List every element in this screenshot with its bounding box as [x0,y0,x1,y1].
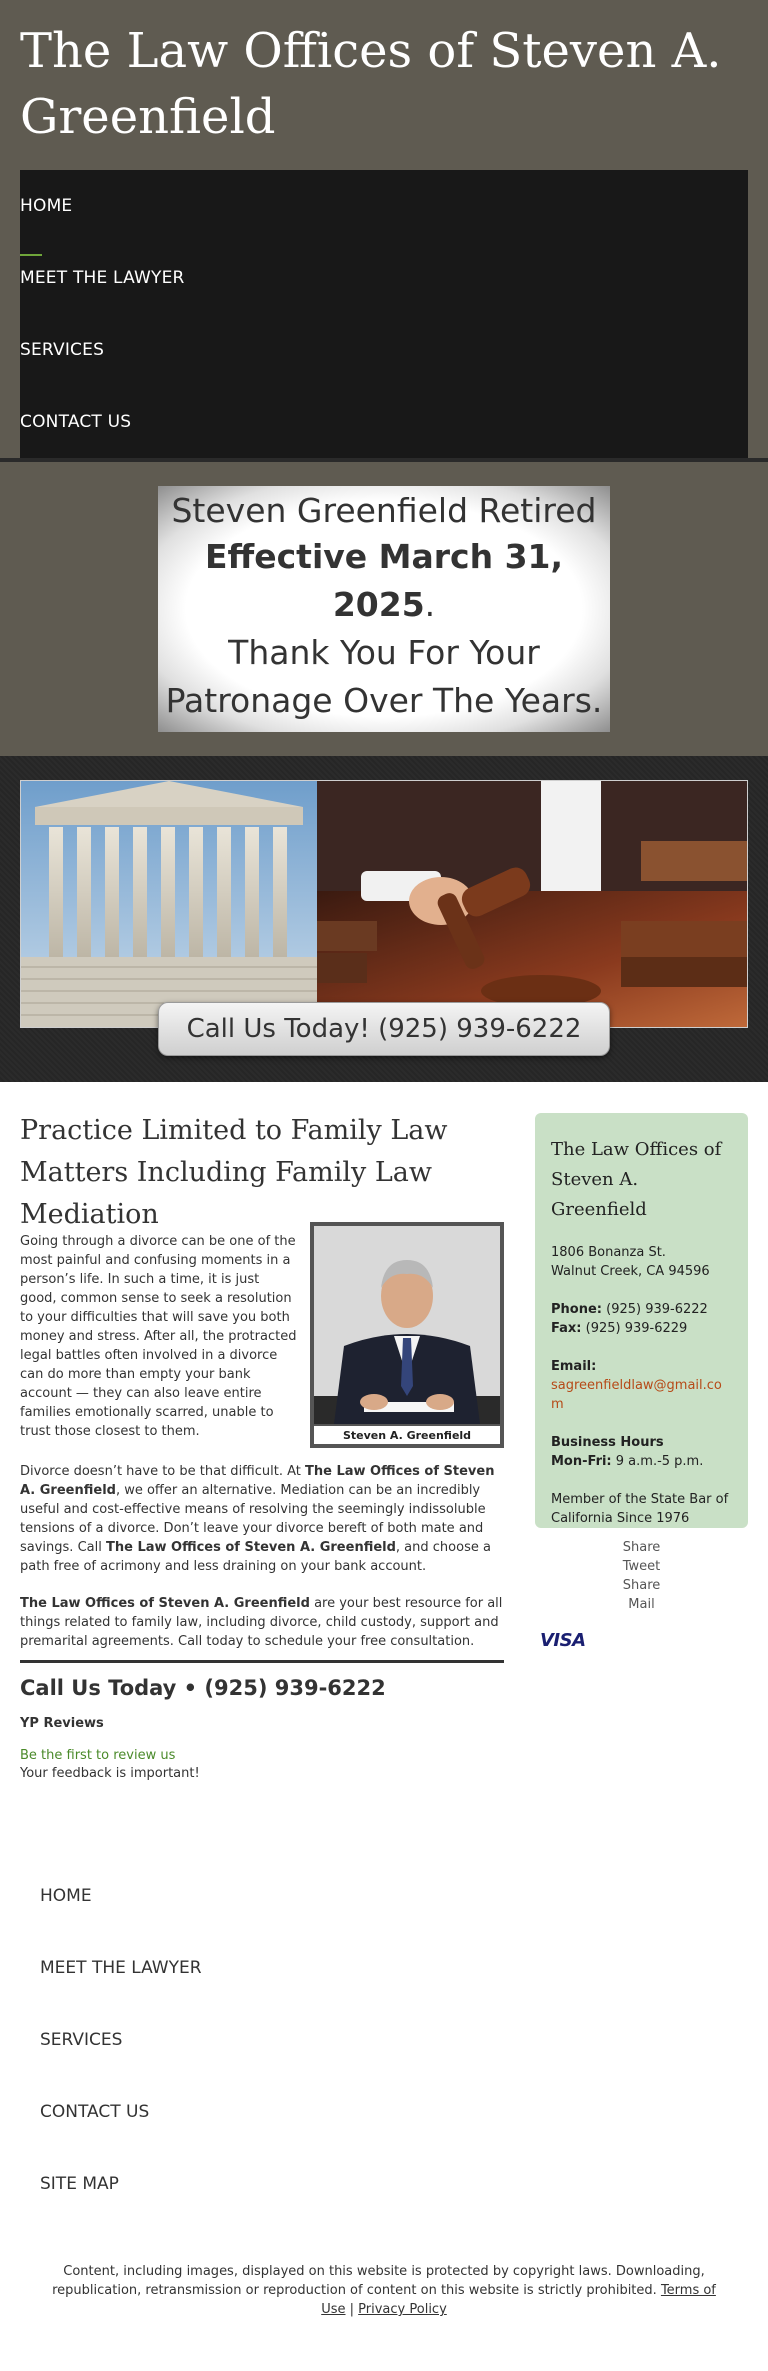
retirement-line-4: Thank You For Your [228,633,540,672]
retirement-notice [158,486,610,732]
share-facebook-link[interactable]: Share [622,1540,661,1555]
retirement-banner [0,462,768,756]
fax-label: Fax: [551,1321,582,1336]
yp-feedback-note: Your feedback is important! [20,1766,200,1781]
nav-active-indicator [20,254,42,256]
attorney-portrait [310,1222,504,1448]
email-link[interactable]: sagreenfieldlaw@gmail.com [551,1378,722,1412]
business-hours-label: Business Hours [551,1435,664,1450]
mediation-paragraph [20,1462,504,1576]
yp-reviews-title: YP Reviews [20,1716,104,1731]
visa-logo-icon: VISA [540,1630,586,1651]
call-us-today-button[interactable]: Call Us Today! (925) 939-6222 [158,1002,610,1056]
text-segment: , we offer an alternative. Mediation can be an incredibly useful and cost-effective means of resolving the seemingly indissoluble tensions of a divorce. Don’t leave your divorce bereft of both mate and savings. Call [20,1483,486,1555]
firm-name-bold: The Law Offices of Steven A. Greenfield [20,1464,495,1498]
retirement-line-1: Steven Greenfield Retired [171,491,597,530]
firm-name-bold: The Law Offices of Steven A. Greenfield [20,1596,310,1611]
portrait-caption: Steven A. Greenfield [314,1424,500,1444]
hero-courthouse-gavel-image [20,780,748,1028]
text-segment: are your best resource for all things related to family law, including divorce, child custody, support and premarital agreements. Call today to schedule your free consultation. [20,1596,503,1649]
days-label: Mon-Fri: [551,1454,612,1469]
site-header [0,0,768,460]
retirement-year: 2025 [332,585,425,624]
copyright-notice [40,2262,728,2319]
resource-paragraph [20,1594,504,1651]
hours-value: 9 a.m.-5 p.m. [611,1454,704,1469]
retirement-line-3 [158,582,610,628]
hero-section [0,756,768,1082]
nav-home[interactable]: HOME [20,196,73,216]
retirement-line-2: Effective March 31, [204,537,564,576]
copyright-text: Content, including images, displayed on this website is protected by copyright laws. Downloading, republication, retransmission or reproduction of content on this website is strictly prohibited. [52,2264,705,2298]
main-content [20,1110,504,1781]
footer-nav-meet-the-lawyer[interactable]: MEET THE LAWYER [40,1958,202,1978]
retirement-line-5: Patronage Over The Years. [165,681,603,720]
footer-nav-home[interactable]: HOME [40,1886,92,1906]
fax-number: (925) 939-6229 [581,1321,688,1336]
firm-name-bold: The Law Offices of Steven A. Greenfield [105,1540,396,1555]
email-label: Email: [551,1359,597,1374]
attorney-photo [314,1226,500,1424]
bar-membership: Member of the State Bar of California Since 1976 [551,1492,729,1526]
phone-number[interactable]: (925) 939-6222 [601,1302,708,1317]
footer-nav-contact-us[interactable]: CONTACT US [40,2102,150,2122]
hours-line [551,1452,732,1471]
footer-nav-site-map[interactable]: SITE MAP [40,2174,119,2194]
share-links [535,1538,748,1614]
terms-of-use-link[interactable]: Terms of Use [321,2283,716,2317]
call-today-heading: Call Us Today • (925) 939-6222 [20,1676,386,1700]
retirement-period: . [424,585,436,624]
text-segment: , and choose a path free of acrimony and less draining on your bank account. [20,1540,491,1574]
privacy-policy-link[interactable]: Privacy Policy [358,2302,447,2317]
tweet-link[interactable]: Tweet [622,1559,661,1574]
fax-line [551,1319,732,1338]
footer-separator: | [345,2302,359,2317]
nav-services[interactable]: SERVICES [20,340,105,360]
nav-contact-us[interactable]: CONTACT US [20,412,132,432]
text-segment: Divorce doesn’t have to be that difficult. At [20,1464,305,1479]
nav-meet-the-lawyer[interactable]: MEET THE LAWYER [20,268,185,288]
sidebar-title: The Law Offices of Steven A. Greenfield [551,1139,722,1220]
address-line-1: 1806 Bonanza St. [551,1245,666,1260]
main-nav [20,170,748,458]
share-linkedin-link[interactable]: Share [622,1578,661,1593]
footer-nav-services[interactable]: SERVICES [40,2030,123,2050]
page-heading: Practice Limited to Family Law Matters Including Family Law Mediation [20,1115,448,1230]
intro-paragraph: Going through a divorce can be one of the most painful and confusing moments in a person’s life. In such a time, it is just good, common sense to seek a resolution to your difficulties that will save you both money and stress. After all, the protracted legal battles often involved in a divorce can do more than empty your bank account — they can also leave entire families emotionally scarred, unable to trust those closest to them. [20,1234,297,1439]
address-line-2: Walnut Creek, CA 94596 [551,1264,710,1279]
content-divider [20,1660,504,1663]
yp-review-link[interactable]: Be the first to review us [20,1748,176,1763]
phone-label: Phone: [551,1302,602,1317]
phone-line [551,1300,732,1319]
mail-link[interactable]: Mail [628,1597,655,1612]
site-title[interactable]: The Law Offices of Steven A. Greenfield [20,23,722,145]
contact-sidebar [535,1113,748,1528]
